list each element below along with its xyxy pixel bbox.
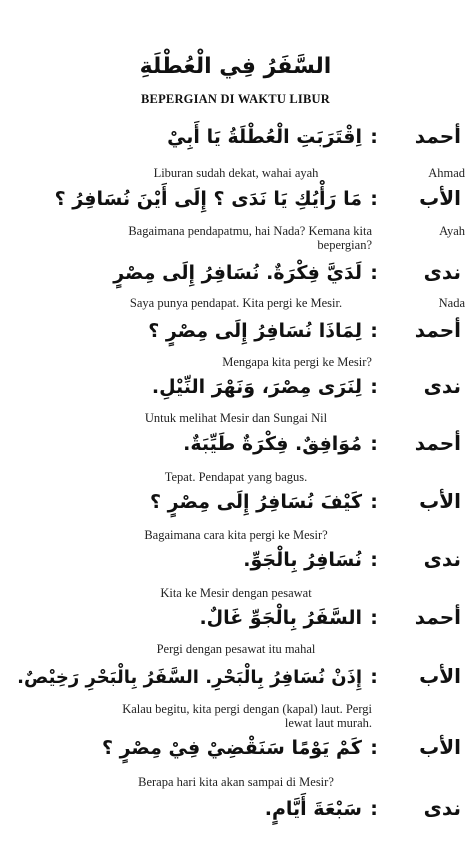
utterance-arabic: لَدَيَّ فِكْرَةٌ. نُسَافِرُ إِلَى مِصْرٍ (113, 262, 362, 284)
colon: : (370, 376, 378, 398)
speaker-arabic: ندى (423, 796, 461, 820)
utterance-arabic: كَمْ يَوْمًا سَنَقْضِيْ فِيْ مِصْرٍ ؟ (101, 737, 362, 759)
translation-text: Kita ke Mesir dengan pesawat (160, 586, 312, 600)
colon: : (370, 491, 378, 513)
colon: : (370, 549, 378, 571)
speaker-arabic: ندى (423, 260, 461, 284)
speaker-arabic: الأب (419, 489, 461, 513)
speaker-arabic: أحمد (414, 605, 461, 629)
translation-text: Mengapa kita pergi ke Mesir? (222, 355, 372, 369)
speaker-indonesian: Ayah (439, 224, 465, 238)
speaker-arabic: ندى (423, 547, 461, 571)
utterance-arabic: كَيْفَ نُسَافِرُ إِلَى مِصْرٍ ؟ (150, 491, 362, 513)
utterance-arabic: نُسَافِرُ بِالْجَوِّ. (243, 549, 362, 571)
colon: : (370, 666, 378, 688)
speaker-arabic: أحمد (414, 318, 461, 342)
colon: : (370, 126, 378, 148)
speaker-indonesian: Ahmad (428, 166, 465, 180)
speaker-arabic: أحمد (414, 124, 461, 148)
dialog-title-indonesian: BEPERGIAN DI WAKTU LIBUR (141, 92, 330, 106)
utterance-arabic: السَّفَرُ بِالْجَوِّ غَالٌ. (199, 607, 362, 629)
colon: : (370, 262, 378, 284)
translation-text: Bagaimana pendapatmu, hai Nada? Kemana kita bepergian? (128, 224, 372, 252)
translation-text: Tepat. Pendapat yang bagus. (164, 470, 308, 484)
utterance-arabic: لِمَاذَا نُسَافِرُ إِلَى مِصْرٍ ؟ (148, 320, 362, 342)
dialog-title-arabic: السَّفَرُ فِي الْعُطْلَةِ (139, 54, 332, 79)
colon: : (370, 433, 378, 455)
speaker-arabic: الأب (419, 735, 461, 759)
utterance-arabic: مُوَافِقٌ. فِكْرَةٌ طَيِّبَةٌ. (183, 433, 362, 455)
colon: : (370, 798, 378, 820)
utterance-arabic: لِنَرَى مِصْرَ، وَنَهْرَ النِّيْلِ. (151, 376, 362, 398)
utterance-arabic: إِذَنْ نُسَافِرُ بِالْبَحْرِ. السَّفَرُ بِالْبَحْرِ رَخِيْصٌ. (17, 667, 362, 688)
utterance-arabic: مَا رَأْيُكِ يَا نَدَى ؟ إِلَى أَيْنَ نُسَافِرُ ؟ (54, 188, 362, 210)
translation-text: Bagaimana cara kita pergi ke Mesir? (144, 528, 328, 542)
speaker-arabic: ندى (423, 374, 461, 398)
speaker-arabic: الأب (419, 186, 461, 210)
utterance-arabic: اِقْتَرَبَتِ الْعُطْلَةُ يَا أَبِيْ (167, 126, 362, 148)
translation-text: Saya punya pendapat. Kita pergi ke Mesir. (129, 296, 343, 310)
speaker-indonesian: Nada (438, 296, 465, 310)
colon: : (370, 607, 378, 629)
colon: : (370, 320, 378, 342)
translation-text: Liburan sudah dekat, wahai ayah (153, 166, 319, 180)
translation-text: Kalau begitu, kita pergi dengan (kapal) laut. Pergi lewat laut murah. (122, 702, 372, 730)
translation-text: Pergi dengan pesawat itu mahal (156, 642, 316, 656)
speaker-arabic: الأب (419, 664, 461, 688)
speaker-arabic: أحمد (414, 431, 461, 455)
utterance-arabic: سَبْعَةَ أَيَّامٍ. (264, 798, 362, 820)
colon: : (370, 737, 378, 759)
translation-text: Berapa hari kita akan sampai di Mesir? (138, 775, 334, 789)
colon: : (370, 188, 378, 210)
translation-text: Untuk melihat Mesir dan Sungai Nil (144, 411, 328, 425)
